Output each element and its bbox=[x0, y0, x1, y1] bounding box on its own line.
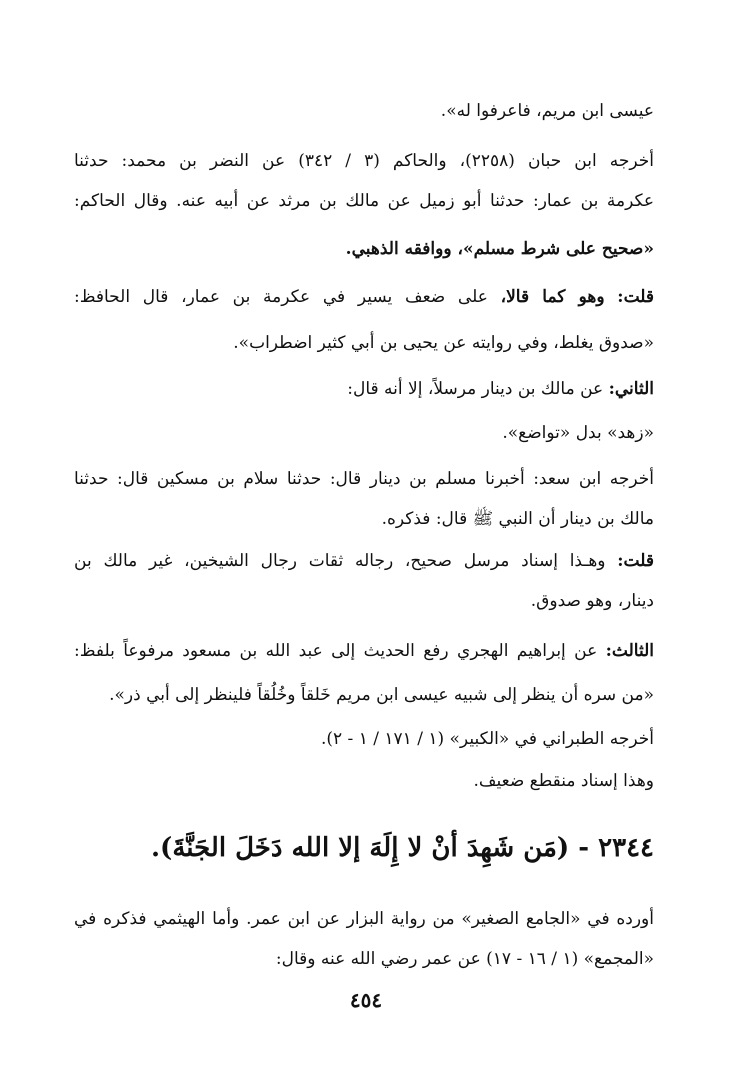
text-line bbox=[74, 636, 654, 668]
label-qultu: قلت: bbox=[617, 287, 654, 307]
text-line: أخرجه ابن سعد: أخبرنا مسلم بن دينار قال: حدثنا سلام بن مسكين قال: حدثنا bbox=[74, 469, 654, 489]
text-line: «زهد» بدل «تواضع». bbox=[502, 423, 654, 443]
hadith-heading: ٢٣٤٤ - (مَن شَهِدَ أنْ لا إِلَهَ إلا الله دَخَلَ الجَنَّةَ). bbox=[151, 833, 654, 863]
text-segment: على ضعف يسير في عكرمة بن عمار، قال الحافظ: bbox=[74, 287, 488, 307]
text-line: وهذا إسناد منقطع ضعيف. bbox=[473, 771, 654, 791]
text-line: دينار، وهو صدوق. bbox=[530, 591, 654, 611]
text-line: «من سره أن ينظر إلى شبيه عيسى ابن مريم خَلقاً وخُلُقاً فلينظر إلى أبي ذر». bbox=[109, 685, 654, 705]
label-thalith: الثالث: bbox=[605, 641, 654, 661]
text-line: «صحيح على شرط مسلم»، ووافقه الذهبي. bbox=[345, 239, 654, 259]
text-segment: عن مالك بن دينار مرسلاً، إلا أنه قال: bbox=[347, 379, 604, 399]
text-segment: وهـذا إسناد مرسل صحيح، رجاله ثقات رجال الشيخين، غير مالك بن bbox=[74, 551, 606, 571]
text-line bbox=[74, 546, 654, 578]
label-qultu: قلت: bbox=[617, 551, 654, 571]
text-line bbox=[74, 374, 654, 406]
text-line: «صدوق يغلط، وفي روايته عن يحيى بن أبي كثير اضطراب». bbox=[233, 333, 654, 353]
label-thani: الثاني: bbox=[608, 379, 654, 399]
emphasis: وهو كما قالا، bbox=[500, 287, 605, 307]
page-number: ٤٥٤ bbox=[349, 988, 383, 1012]
text-segment: عن إبراهيم الهجري رفع الحديث إلى عبد الله بن مسعود مرفوعاً بلفظ: bbox=[74, 641, 598, 661]
text-line: عيسى ابن مريم، فاعرفوا له». bbox=[440, 101, 654, 121]
text-line: «المجمع» (١ / ١٦ - ١٧) عن عمر رضي الله عنه وقال: bbox=[275, 949, 654, 969]
text-line: أورده في «الجامع الصغير» من رواية البزار عن ابن عمر. وأما الهيثمي فذكره في bbox=[74, 909, 654, 929]
text-line: أخرجه ابن حبان (٢٢٥٨)، والحاكم (٣ / ٣٤٢) عن النضر بن محمد: حدثنا bbox=[74, 151, 654, 171]
text-line bbox=[74, 282, 654, 314]
text-line: أخرجه الطبراني في «الكبير» (١ / ١٧١ / ١ - ٢). bbox=[320, 729, 654, 749]
text-line: مالك بن دينار أن النبي ﷺ قال: فذكره. bbox=[381, 509, 654, 529]
text-line: عكرمة بن عمار: حدثنا أبو زميل عن مالك بن مرثد عن أبيه عنه. وقال الحاكم: bbox=[74, 191, 654, 211]
